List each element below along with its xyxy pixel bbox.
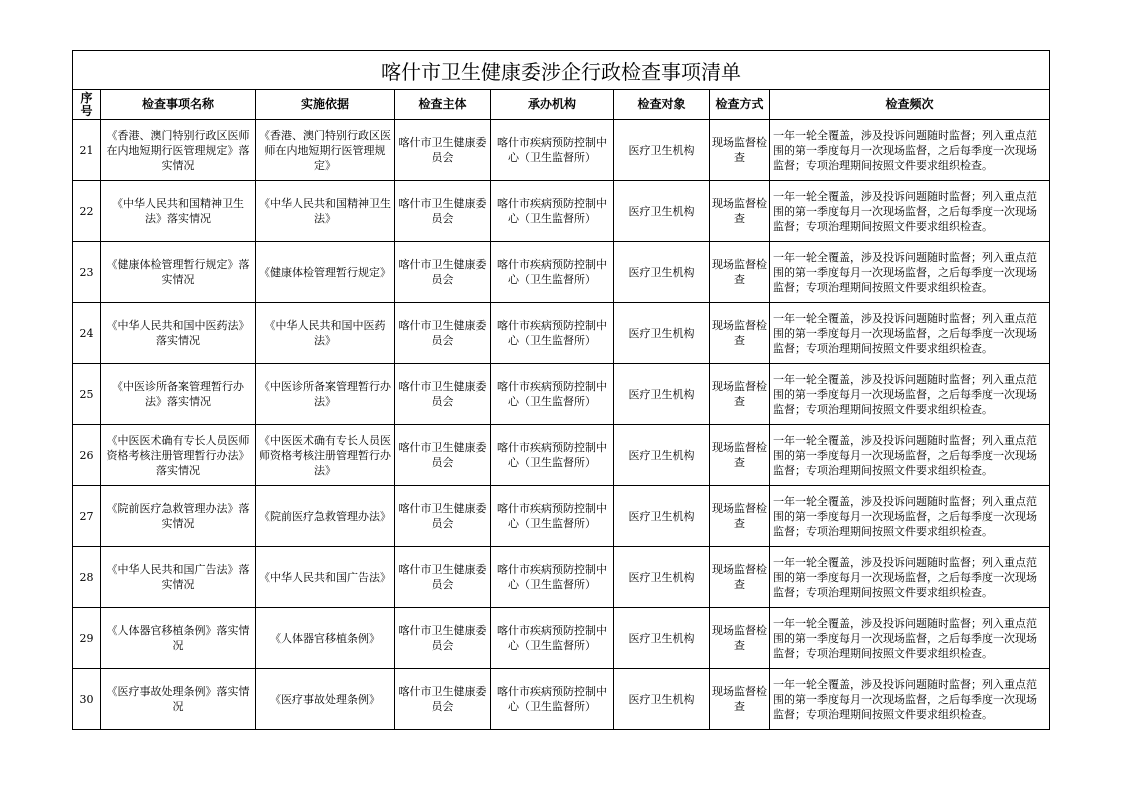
cell-target: 医疗卫生机构	[614, 486, 710, 547]
table-row	[73, 486, 1050, 547]
cell-target: 医疗卫生机构	[614, 303, 710, 364]
cell-subject: 喀什市卫生健康委员会	[395, 364, 491, 425]
cell-subject: 喀什市卫生健康委员会	[395, 120, 491, 181]
cell-frequency: 一年一轮全覆盖，涉及投诉问题随时监督；列入重点范围的第一季度每月一次现场监督，之后每季度一次现场监督；专项治理期间按照文件要求组织检查。	[770, 120, 1050, 181]
cell-org: 喀什市疾病预防控制中心（卫生监督所）	[491, 669, 614, 730]
cell-no: 30	[73, 669, 101, 730]
cell-subject: 喀什市卫生健康委员会	[395, 669, 491, 730]
cell-no: 22	[73, 181, 101, 242]
cell-frequency: 一年一轮全覆盖，涉及投诉问题随时监督；列入重点范围的第一季度每月一次现场监督，之后每季度一次现场监督；专项治理期间按照文件要求组织检查。	[770, 303, 1050, 364]
cell-target: 医疗卫生机构	[614, 364, 710, 425]
header-basis: 实施依据	[256, 90, 395, 120]
cell-item-name: 《中医医术确有专长人员医师资格考核注册管理暂行办法》落实情况	[101, 425, 256, 486]
cell-frequency: 一年一轮全覆盖，涉及投诉问题随时监督；列入重点范围的第一季度每月一次现场监督，之后每季度一次现场监督；专项治理期间按照文件要求组织检查。	[770, 608, 1050, 669]
table-row	[73, 364, 1050, 425]
cell-no: 26	[73, 425, 101, 486]
cell-no: 21	[73, 120, 101, 181]
header-target: 检查对象	[614, 90, 710, 120]
cell-basis: 《健康体检管理暂行规定》	[256, 242, 395, 303]
cell-method: 现场监督检查	[710, 608, 770, 669]
cell-method: 现场监督检查	[710, 425, 770, 486]
cell-method: 现场监督检查	[710, 364, 770, 425]
cell-no: 29	[73, 608, 101, 669]
cell-basis: 《人体器官移植条例》	[256, 608, 395, 669]
cell-org: 喀什市疾病预防控制中心（卫生监督所）	[491, 608, 614, 669]
cell-frequency: 一年一轮全覆盖，涉及投诉问题随时监督；列入重点范围的第一季度每月一次现场监督，之后每季度一次现场监督；专项治理期间按照文件要求组织检查。	[770, 364, 1050, 425]
cell-no: 23	[73, 242, 101, 303]
cell-subject: 喀什市卫生健康委员会	[395, 181, 491, 242]
cell-no: 28	[73, 547, 101, 608]
table-row	[73, 547, 1050, 608]
cell-no: 27	[73, 486, 101, 547]
header-row	[73, 90, 1050, 120]
cell-subject: 喀什市卫生健康委员会	[395, 608, 491, 669]
cell-org: 喀什市疾病预防控制中心（卫生监督所）	[491, 242, 614, 303]
cell-frequency: 一年一轮全覆盖，涉及投诉问题随时监督；列入重点范围的第一季度每月一次现场监督，之后每季度一次现场监督；专项治理期间按照文件要求组织检查。	[770, 669, 1050, 730]
cell-org: 喀什市疾病预防控制中心（卫生监督所）	[491, 425, 614, 486]
cell-item-name: 《香港、澳门特别行政区医师在内地短期行医管理规定》落实情况	[101, 120, 256, 181]
cell-basis: 《中医医术确有专长人员医师资格考核注册管理暂行办法》	[256, 425, 395, 486]
cell-target: 医疗卫生机构	[614, 120, 710, 181]
cell-item-name: 《中华人民共和国中医药法》落实情况	[101, 303, 256, 364]
cell-method: 现场监督检查	[710, 120, 770, 181]
cell-item-name: 《人体器官移植条例》落实情况	[101, 608, 256, 669]
cell-subject: 喀什市卫生健康委员会	[395, 242, 491, 303]
cell-frequency: 一年一轮全覆盖，涉及投诉问题随时监督；列入重点范围的第一季度每月一次现场监督，之后每季度一次现场监督；专项治理期间按照文件要求组织检查。	[770, 547, 1050, 608]
cell-item-name: 《中医诊所备案管理暂行办法》落实情况	[101, 364, 256, 425]
table-row	[73, 242, 1050, 303]
table-body	[73, 120, 1050, 730]
cell-item-name: 《中华人民共和国广告法》落实情况	[101, 547, 256, 608]
cell-target: 医疗卫生机构	[614, 425, 710, 486]
cell-target: 医疗卫生机构	[614, 547, 710, 608]
header-frequency: 检查频次	[770, 90, 1050, 120]
table-row	[73, 303, 1050, 364]
cell-item-name: 《健康体检管理暂行规定》落实情况	[101, 242, 256, 303]
inspection-table	[72, 50, 1050, 730]
cell-item-name: 《院前医疗急救管理办法》落实情况	[101, 486, 256, 547]
cell-basis: 《中华人民共和国广告法》	[256, 547, 395, 608]
header-no: 序号	[73, 90, 101, 120]
cell-subject: 喀什市卫生健康委员会	[395, 303, 491, 364]
table-row	[73, 669, 1050, 730]
cell-basis: 《中华人民共和国中医药法》	[256, 303, 395, 364]
cell-method: 现场监督检查	[710, 486, 770, 547]
header-subject: 检查主体	[395, 90, 491, 120]
cell-basis: 《香港、澳门特别行政区医师在内地短期行医管理规定》	[256, 120, 395, 181]
cell-org: 喀什市疾病预防控制中心（卫生监督所）	[491, 364, 614, 425]
header-method: 检查方式	[710, 90, 770, 120]
cell-method: 现场监督检查	[710, 547, 770, 608]
cell-basis: 《医疗事故处理条例》	[256, 669, 395, 730]
cell-frequency: 一年一轮全覆盖，涉及投诉问题随时监督；列入重点范围的第一季度每月一次现场监督，之后每季度一次现场监督；专项治理期间按照文件要求组织检查。	[770, 181, 1050, 242]
cell-subject: 喀什市卫生健康委员会	[395, 425, 491, 486]
cell-target: 医疗卫生机构	[614, 181, 710, 242]
table-row	[73, 181, 1050, 242]
cell-method: 现场监督检查	[710, 303, 770, 364]
cell-method: 现场监督检查	[710, 669, 770, 730]
header-org: 承办机构	[491, 90, 614, 120]
table-row	[73, 120, 1050, 181]
cell-subject: 喀什市卫生健康委员会	[395, 486, 491, 547]
cell-no: 25	[73, 364, 101, 425]
cell-item-name: 《中华人民共和国精神卫生法》落实情况	[101, 181, 256, 242]
cell-method: 现场监督检查	[710, 242, 770, 303]
cell-frequency: 一年一轮全覆盖，涉及投诉问题随时监督；列入重点范围的第一季度每月一次现场监督，之后每季度一次现场监督；专项治理期间按照文件要求组织检查。	[770, 425, 1050, 486]
cell-org: 喀什市疾病预防控制中心（卫生监督所）	[491, 181, 614, 242]
cell-subject: 喀什市卫生健康委员会	[395, 547, 491, 608]
cell-org: 喀什市疾病预防控制中心（卫生监督所）	[491, 120, 614, 181]
cell-no: 24	[73, 303, 101, 364]
header-item-name: 检查事项名称	[101, 90, 256, 120]
cell-target: 医疗卫生机构	[614, 608, 710, 669]
cell-org: 喀什市疾病预防控制中心（卫生监督所）	[491, 303, 614, 364]
cell-item-name: 《医疗事故处理条例》落实情况	[101, 669, 256, 730]
cell-frequency: 一年一轮全覆盖，涉及投诉问题随时监督；列入重点范围的第一季度每月一次现场监督，之后每季度一次现场监督；专项治理期间按照文件要求组织检查。	[770, 242, 1050, 303]
table-row	[73, 425, 1050, 486]
cell-basis: 《院前医疗急救管理办法》	[256, 486, 395, 547]
cell-method: 现场监督检查	[710, 181, 770, 242]
cell-target: 医疗卫生机构	[614, 242, 710, 303]
cell-basis: 《中医诊所备案管理暂行办法》	[256, 364, 395, 425]
page-title: 喀什市卫生健康委涉企行政检查事项清单	[73, 51, 1050, 90]
cell-frequency: 一年一轮全覆盖，涉及投诉问题随时监督；列入重点范围的第一季度每月一次现场监督，之后每季度一次现场监督；专项治理期间按照文件要求组织检查。	[770, 486, 1050, 547]
cell-org: 喀什市疾病预防控制中心（卫生监督所）	[491, 547, 614, 608]
table-row	[73, 608, 1050, 669]
cell-org: 喀什市疾病预防控制中心（卫生监督所）	[491, 486, 614, 547]
cell-target: 医疗卫生机构	[614, 669, 710, 730]
cell-basis: 《中华人民共和国精神卫生法》	[256, 181, 395, 242]
